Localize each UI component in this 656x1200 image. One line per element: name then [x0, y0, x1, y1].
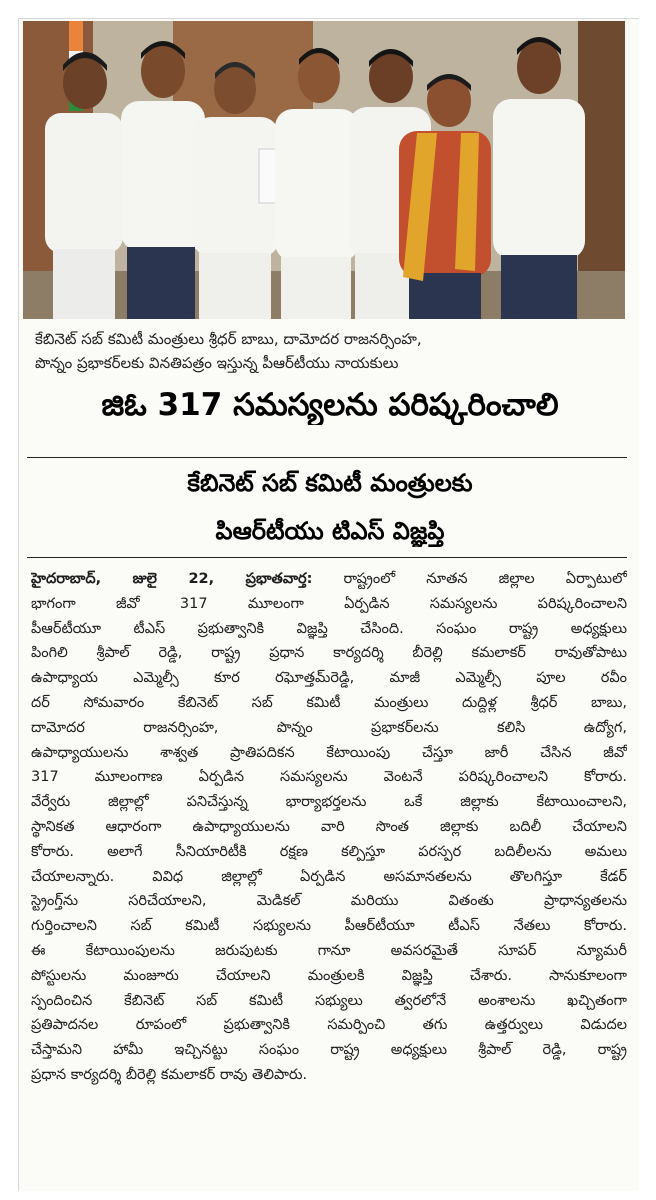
- article-body: [31, 567, 627, 1088]
- subheadline-1: కేబినెట్ సబ్ కమిటీ మంత్రులకు: [187, 469, 473, 497]
- body-line: పోస్టులను మంజూరు చేయాలని మంత్రులకి విజ్ఞప్తి చేశారు. సానుకూలంగా: [31, 967, 627, 984]
- body-line: పింగిలి శ్రీపాల్ రెడ్డి, రాష్ట్ర ప్రధాన కార్యదర్శి బీరెల్లి కమలాకర్ రావుతోపాటు: [31, 645, 627, 662]
- body-line: స్థానికత ఆధారంగా ఉపాధ్యాయులను వారి సొంత జిల్లాకు బదిలీ చేయాలని: [31, 818, 627, 835]
- caption-line-2: పొన్నం ప్రభాకర్‌లకు వినతిపత్రం ఇస్తున్న పీఆర్‌టీయు నాయకులు: [35, 354, 399, 372]
- group-photo-illustration: [23, 21, 625, 319]
- body-line: చేయాలన్నారు. వివిధ జిల్లాల్లో ఏర్పడిన అసమానతలను తొలగిస్తూ కేడర్: [31, 868, 627, 885]
- subheadline-2: పిఆర్‌టీయు టిఎస్ విజ్ఞప్తి: [215, 517, 445, 545]
- body-first-rest: రాష్ట్రంలో నూతన జిల్లాల ఏర్పాటులో: [312, 571, 627, 587]
- body-line: చేస్తామని హామీ ఇచ్చినట్టు సంఘం రాష్ట్ర అధ్యక్షులు శ్రీపాల్ రెడ్డి, రాష్ట్ర: [31, 1042, 627, 1059]
- body-line: దామోదర రాజనర్సింహ, పొన్నం ప్రభాకర్‌లను కలిసి ఉద్యోగ,: [31, 719, 627, 736]
- body-line: ఉపాధ్యాయులను శాశ్వత ప్రాతిపదికన కేటాయింపు చేస్తూ జారీ చేసిన జీవో: [31, 744, 627, 761]
- body-line: స్పందించిన కేబినెట్ సబ్ కమిటీ సభ్యులు త్వరలోనే అంశాలను ఖచ్చితంగా: [31, 992, 627, 1009]
- body-line: కోరారు. అలాగే సీనియారిటీకి రక్షణ కల్పిస్తూ పరస్పర బదిలీలను అమలు: [31, 843, 627, 860]
- divider-bottom: [27, 557, 627, 558]
- body-line: స్ట్రెంగ్త్‌ను సరిచేయాలని, మెడికల్ మరియు వితంతు ప్రాధాన్యతలను: [31, 893, 627, 910]
- body-line: వేర్వేరు జిల్లాల్లో పనిచేస్తున్న భార్యాభర్తలను ఒకే జిల్లాకు కేటాయించాలని,: [31, 794, 627, 811]
- news-photo: [23, 21, 625, 319]
- dateline: హైదరాబాద్, జులై 22, ప్రభాతవార్త:: [31, 571, 313, 587]
- newspaper-clipping: [18, 18, 639, 1191]
- body-line: భాగంగా జీవో 317 మూలంగా ఏర్పడిన సమస్యలను పరిష్కరించాలని: [31, 595, 627, 612]
- body-line: దర్ సోమవారం కేబినెట్ సబ్ కమిటీ మంత్రులు దుద్దిళ్ల శ్రీధర్ బాబు,: [31, 694, 627, 711]
- body-line: ప్రతిపాదనల రూపంలో ప్రభుత్వానికి సమర్పించి తగు ఉత్తర్వులు విడుదల: [31, 1017, 627, 1034]
- body-line: ఈ కేటాయింపులను జరుపుటకు గానూ అవసరమైతే సూపర్ న్యూమరీ: [31, 942, 627, 959]
- divider-top: [27, 457, 627, 458]
- body-line: ప్రధాన కార్యదర్శి బీరెల్లి కమలాకర్ రావు తెలిపారు.: [31, 1066, 308, 1083]
- body-line: 317 మూలంగాణ ఏర్పడిన సమస్యలను వెంటనే పరిష్కరించాలని కోరారు.: [31, 769, 627, 786]
- body-line: [31, 567, 627, 592]
- headline: జిఓ 317 సమస్యలను పరిష్కరించాలి: [101, 387, 559, 423]
- body-line: ఉపాధ్యాయ ఎమ్మెల్సీ కూర రఘోత్తమ్‌రెడ్డి, మాజీ ఎమ్మెల్సీ పూల రవీం: [31, 670, 627, 687]
- body-line: పీఆర్‌టీయూ టీఎస్ ప్రభుత్వానికి విజ్ఞప్తి చేసింది. సంఘం రాష్ట్ర అధ్యక్షులు: [31, 620, 627, 637]
- body-line: గుర్తించాలని సబ్ కమిటీ సభ్యులను పీఆర్‌టీయూ టీఎస్ నేతలు కోరారు.: [31, 918, 627, 935]
- caption-line-1: కేబినెట్ సబ్ కమిటీ మంత్రులు శ్రీధర్ బాబు, దామోదర రాజనర్సింహ,: [35, 330, 422, 348]
- photo-caption: [35, 327, 625, 375]
